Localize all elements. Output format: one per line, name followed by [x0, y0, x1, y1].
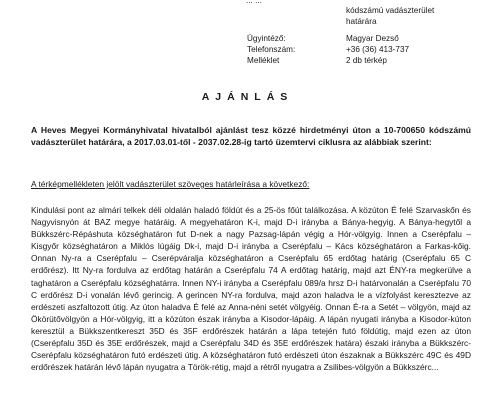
attachment-value: 2 db térkép — [346, 56, 387, 65]
clerk-label: Ügyintéző: — [247, 34, 286, 43]
boundary-description — [31, 204, 471, 373]
boundary-text: Kindulási pont az almári telkek déli oldalán haladó földút és a 25-ös főút találkozása. A közúton É felé Szarvaskőn és Nagyvisnyón át BAZ megye határáig. A megyehatáron K-i, majd D-i irányba a Bánya-hegyig. A Bánya-hegytől a Bükkszérc-Répáshuta községhatáron fut D-nek a nagy Pazsag-lápán végig a Hór-völgyig. Innen a Cserépfalu – Kisgyőr községhatáron a Miklós lúgáig Dk-i, majd D-i irányba a Cserépfalu – Kács községhatáron a Farkas-kőig. Onnan Ny-ra a Cserépfalu – Cserépváralja községhatáron a Cserépfalu 65 erdőtag határig (Cserépfalu 65 C erdőrész). Itt Ny-ra fordulva az erdőtag határán a Cserépfalu 74 A erdőtag határig, majd azt ÉNY-ra megkerülve a taghatáron a Cserépfalu községhatárra. Innen NY-i irányba a Cserépfalu 089/a hrsz D-i határvonalán a Cserépfalu 70 C erdőrész D-i vonalán lévő gerincig. A gerincen NY-ra fordulva, majd azon haladva le a vízfolyást keresztezve az erdészeti aszfaltozott útig. Az úton haladva É felé az Anna-néni setét völgyéig. Onnan É-ra a Setét – völgyön, majd az Ökörütővölgyön a Hór-völgyig, itt a közúton észak irányba a Kisodor-lápáig. A lápán nyugati irányba a Kisodor-kúton keresztül a Bükkszentkereszt 35D és 35F erdőrészek határán a lápa tetején futó földútig, majd ezen az úton (Cserépfalu 35D és 35E erdőrészek, majd a Cserépfalu 34D és 35E erdőrészek határa) északi irányba a Bükkszérc-Cserépfalu községhatáron futó erdészeti útig. A községhatáron futó erdészeti úton északnak a Bükkszérc 49C és 49D erdőrészek határán lévő lápán nyugatra a Török-rétig, majd a rétről nyugatra a Zsilibes-völgyön a Bükkszérc... — [31, 205, 471, 373]
section-subheading: A térképmellékleten jelölt vadászterület szöveges határleírása a következő: — [31, 179, 310, 189]
phone-label: Telefonszám: — [247, 45, 296, 54]
contact-row-phone — [247, 44, 410, 55]
header-line-2: határára — [346, 17, 377, 26]
intro-paragraph: A Heves Megyei Kormányhivatal hivatalból ajánlást tesz közzé hirdetményi úton a 10-700650 kódszámú vadászterület határára, a 2017.03.01-től - 2037.02.28-ig tartó üzemtervi ciklusra az alábbiak szerint: — [31, 125, 471, 147]
phone-value: +36 (36) 413-737 — [346, 45, 410, 54]
clerk-value: Magyar Dezső — [346, 34, 399, 43]
contact-row-attachment — [247, 55, 387, 66]
contact-row-clerk — [247, 33, 399, 44]
attachment-label: Melléklet — [247, 56, 280, 65]
header-cut-line: ... ... — [246, 0, 262, 5]
header-line-1: kódszámú vadászterület — [346, 6, 435, 15]
document-title: AJÁNLÁS — [201, 91, 294, 103]
